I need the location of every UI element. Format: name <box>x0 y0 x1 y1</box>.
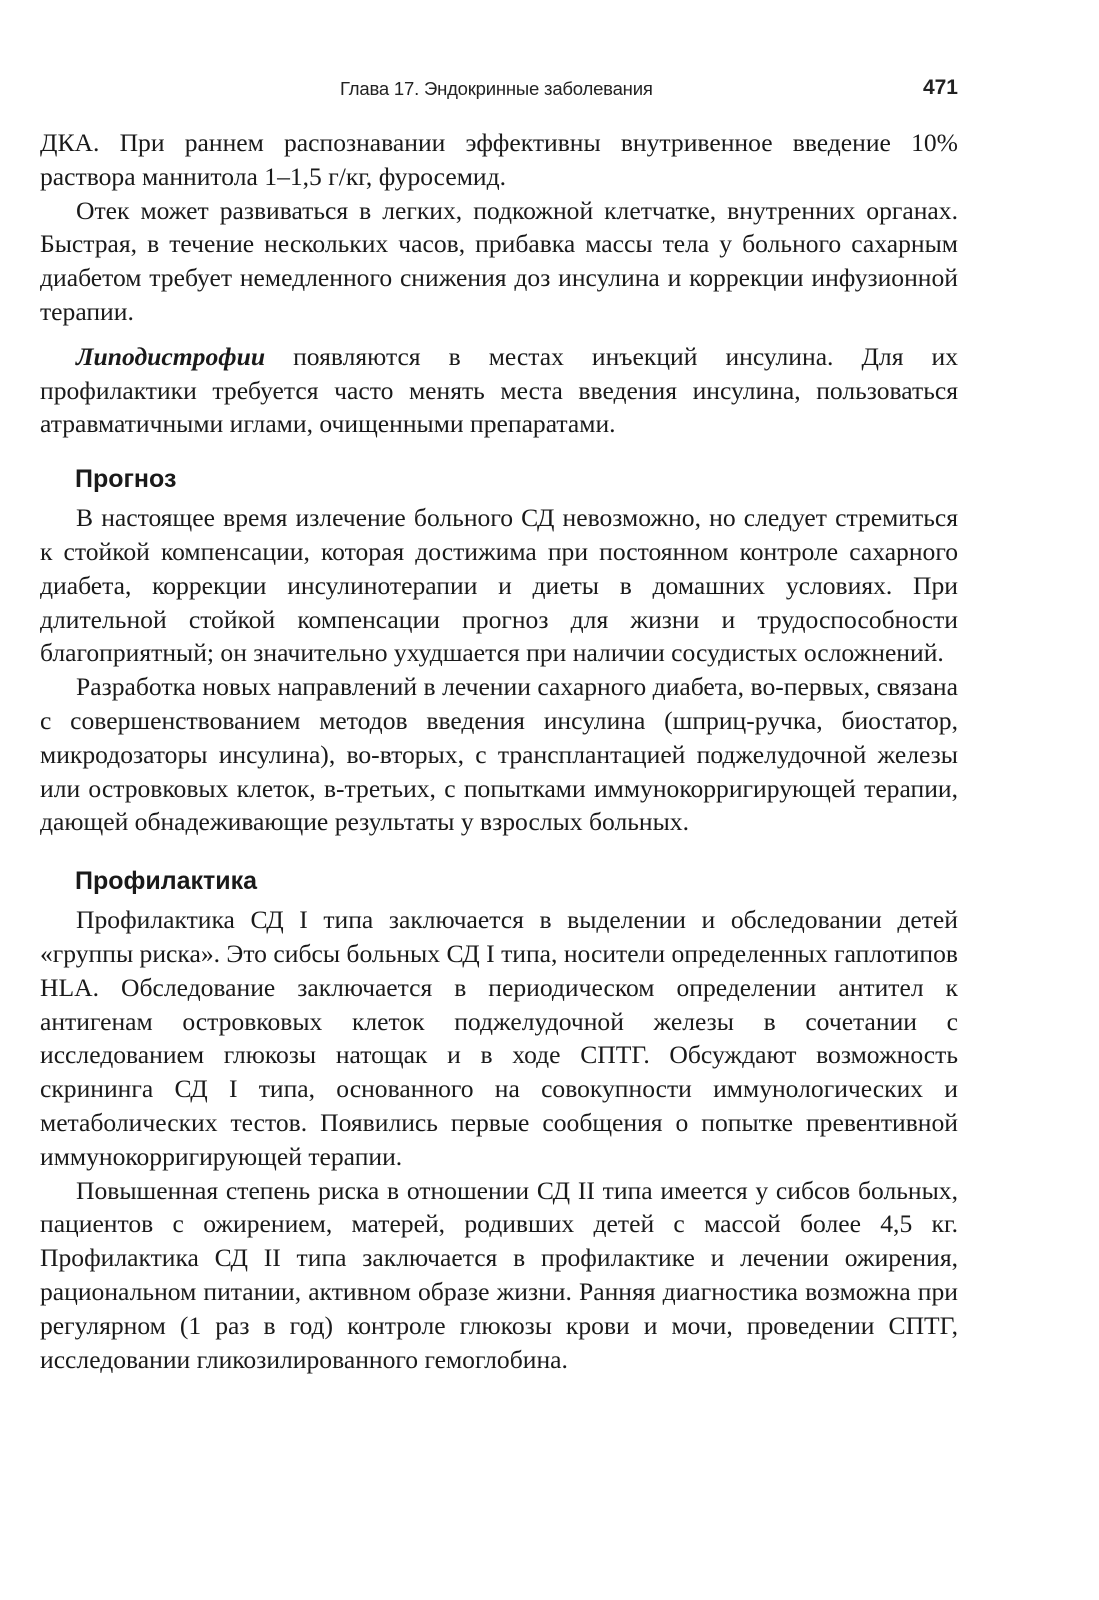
body-text <box>40 126 958 1376</box>
paragraph-prevention-type1: Профилактика СД I типа заключается в выделении и обследовании детей «группы риска». Это сибсы больных СД I типа, носители определенных гаплотипов HLA. Обследование заключается в периодическом определении антител к антигенам островковых клеток поджелудочной железы в сочетании с исследованием глюкозы натощак и в ходе СПТГ. Обсуждают возможность скрининга СД I типа, основанного на совокупности иммунологических и метаболических тестов. Появились первые сообщения о попытке превентивной иммунокорригирующей терапии. <box>40 905 958 1171</box>
paragraph-prognosis: В настоящее время излечение больного СД невозможно, но следует стремиться к стойкой компенсации, которая достижима при постоянном контроле сахарного диабета, коррекции инсулинотерапии и диеты в домашних условиях. При длительной стойкой компенсации прогноз для жизни и трудоспособности благоприятный; он значительно ухудшается при наличии сосудистых осложнений. <box>40 503 958 668</box>
paragraph-prevention-type2: Повышенная степень риска в отношении СД II типа имеется у сибсов больных, пациентов с ожирением, матерей, родивших детей с массой более 4,5 кг. Профилактика СД II типа заключается в профилактике и лечении ожирения, рациональном питании, активном образе жизни. Ранняя диагностика возможна при регулярном (1 раз в год) контроле глюкозы крови и мочи, проведении СПТГ, исследовании гликозилированного гемоглобина. <box>40 1175 958 1374</box>
page-number: 471 <box>922 76 958 99</box>
paragraph-new-directions: Разработка новых направлений в лечении сахарного диабета, во-первых, связана с совершенствованием методов введения инсулина (шприц-ручка, биостатор, микродозаторы инсулина), во-вторых, с трансплантацией поджелудочной железы или островковых клеток, в-третьих, с попытками иммунокорригирующей терапии, дающей обнадеживающие результаты у взрослых больных. <box>40 672 958 837</box>
paragraph-dka-treatment: ДКА. При раннем распознавании эффективны внутривенное введение 10% раствора маннитола 1–1,5 г/кг, фуросемид. <box>40 128 958 191</box>
lipodystrophy-term: Липодистрофии <box>76 341 266 371</box>
running-title: Глава 17. Эндокринные заболевания <box>340 78 653 99</box>
paragraph-edema: Отек может развиваться в легких, подкожной клетчатке, внутренних органах. Быстрая, в течение нескольких часов, прибавка массы тела у больного сахарным диабетом требует немедленного снижения доз инсулина и коррекции инфузионной терапии. <box>40 195 958 326</box>
lipodystrophy-text: появляются в местах инъекций инсулина. Для их профилактики требуется часто менять места введения инсулина, пользоваться атравматичными иглами, очищенными препаратами. <box>40 341 958 439</box>
heading-prevention: Профилактика <box>75 867 258 896</box>
heading-prognosis: Прогноз <box>75 465 177 494</box>
running-head <box>40 76 958 106</box>
paragraph-lipodystrophy <box>40 340 958 441</box>
